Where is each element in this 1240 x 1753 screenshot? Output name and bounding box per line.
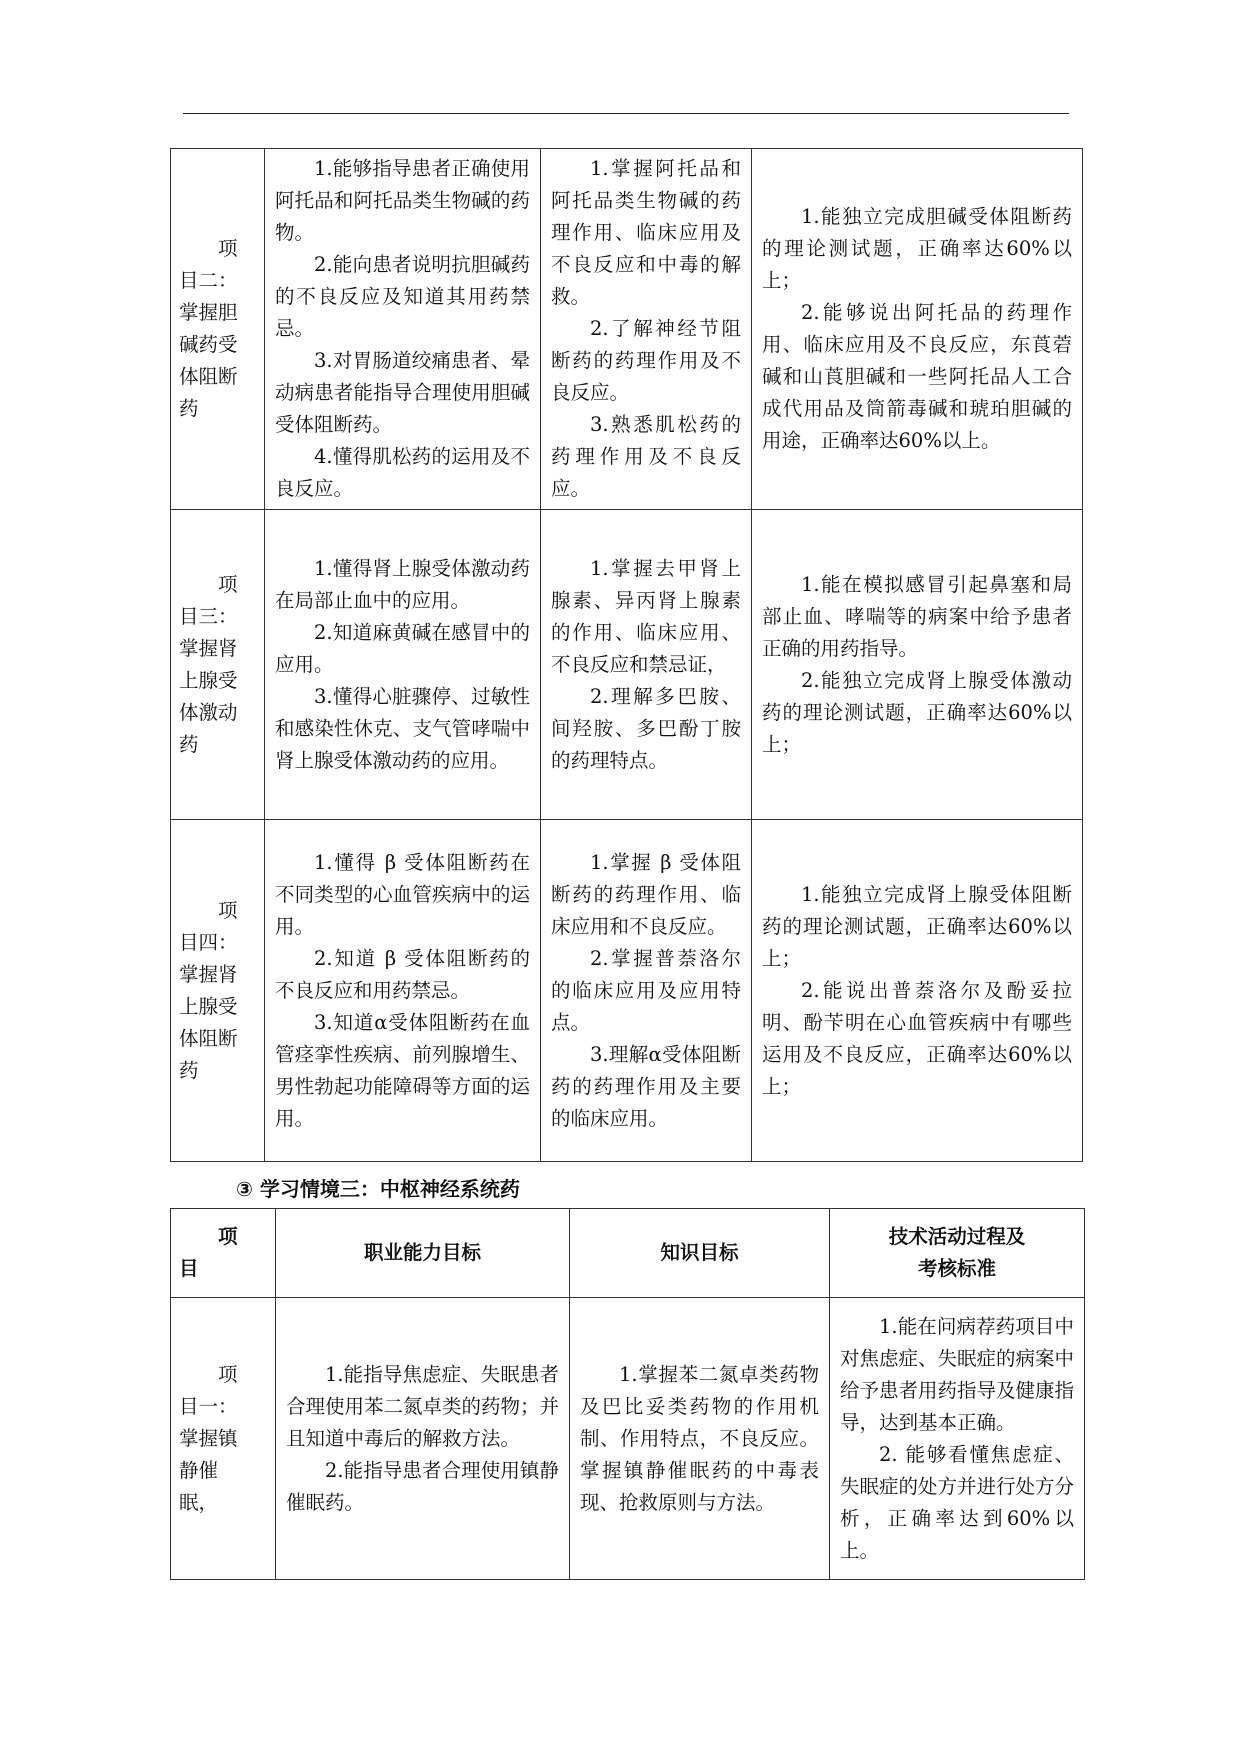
project-cell	[171, 149, 265, 510]
section-title: ③ 学习情境三：中枢神经系统药	[236, 1177, 520, 1201]
header-project-line: 目	[179, 1257, 199, 1280]
ability-item: 3.对胃肠道绞痛患者、晕动病患者能指导合理使用胆碱受体阻断药。	[275, 349, 530, 436]
project-line: 静催	[179, 1458, 219, 1482]
project-cell	[171, 510, 265, 820]
ability-item: 4.懂得肌松药的运用及不良反应。	[275, 445, 530, 500]
ability-cell	[265, 510, 541, 820]
header-assessment-line: 考核标准	[917, 1257, 996, 1280]
knowledge-cell	[541, 149, 752, 510]
assessment-item: 2.能独立完成肾上腺受体激动药的理论测试题，正确率达60%以上；	[762, 668, 1072, 756]
header-assessment	[830, 1209, 1085, 1298]
project-line: 掌握镇	[179, 1426, 238, 1450]
knowledge-item: 1.掌握 β 受体阻断药的药理作用、临床应用和不良反应。	[551, 850, 741, 938]
assessment-cell	[752, 510, 1083, 820]
ability-item: 2.能指导患者合理使用镇静催眠药。	[286, 1458, 559, 1514]
project-line: 药	[179, 397, 199, 420]
assessment-item: 1.能独立完成胆碱受体阻断药的理论测试题，正确率达60%以上；	[762, 205, 1072, 292]
project-line: 上腺受	[179, 668, 238, 692]
knowledge-cell	[541, 510, 752, 820]
project-line: 眠，	[179, 1490, 219, 1514]
project-line: 目四：	[179, 930, 238, 954]
header-rule	[183, 113, 1069, 114]
ability-item: 3.知道α受体阻断药在血管痉挛性疾病、前列腺增生、男性勃起功能障碍等方面的运用。	[275, 1010, 530, 1130]
table-row	[171, 510, 1083, 820]
knowledge-item: 1.掌握阿托品和阿托品类生物碱的药理作用、临床应用及不良反应和中毒的解救。	[551, 157, 741, 308]
project-line: 项	[218, 237, 238, 260]
assessment-cell	[752, 149, 1083, 510]
project-line: 上腺受	[179, 994, 238, 1018]
assessment-cell	[830, 1298, 1085, 1580]
table-row	[171, 820, 1083, 1162]
assessment-cell	[752, 820, 1083, 1162]
ability-item: 3.懂得心脏骤停、过敏性和感染性休克、支气管哮喘中肾上腺受体激动药的应用。	[275, 684, 530, 772]
table-row	[171, 1298, 1085, 1580]
ability-item: 1.懂得肾上腺受体激动药在局部止血中的应用。	[275, 556, 530, 612]
knowledge-item: 1.掌握苯二氮卓类药物及巴比妥类药物的作用机制、作用特点，不良反应。掌握镇静催眠药的中毒表现、抢救原则与方法。	[580, 1362, 819, 1514]
project-line: 项	[218, 898, 238, 922]
assessment-item: 2. 能够看懂焦虑症、失眠症的处方并进行处方分析，正确率达到60%以上。	[840, 1442, 1075, 1562]
header-project	[171, 1209, 276, 1298]
ability-item: 1.懂得 β 受体阻断药在不同类型的心血管疾病中的运用。	[275, 850, 530, 938]
ability-item: 1.能够指导患者正确使用阿托品和阿托品类生物碱的药物。	[275, 157, 530, 244]
project-line: 体激动	[179, 700, 238, 724]
table-header-row	[171, 1209, 1085, 1298]
project-line: 目二：	[179, 269, 238, 292]
knowledge-item: 1.掌握去甲肾上腺素、异丙肾上腺素的作用、临床应用、不良反应和禁忌证，	[551, 556, 741, 676]
project-line: 目三：	[179, 604, 238, 628]
header-ability: 职业能力目标	[276, 1209, 570, 1298]
ability-item: 2.能向患者说明抗胆碱药的不良反应及知道其用药禁忌。	[275, 253, 530, 340]
project-line: 掌握肾	[179, 636, 238, 660]
assessment-item: 2.能够说出阿托品的药理作用、临床应用及不良反应，东莨菪碱和山莨胆碱和一些阿托品人工合成代用品及筒箭毒碱和琥珀胆碱的用途，正确率达60%以上。	[762, 301, 1072, 452]
assessment-item: 1.能在问病荐药项目中对焦虑症、失眠症的病案中给予患者用药指导及健康指导，达到基本正确。	[840, 1314, 1075, 1434]
header-knowledge: 知识目标	[570, 1209, 830, 1298]
knowledge-cell	[541, 820, 752, 1162]
project-line: 掌握肾	[179, 962, 238, 986]
project-line: 项	[218, 1362, 238, 1386]
assessment-item: 2.能说出普萘洛尔及酚妥拉明、酚苄明在心血管疾病中有哪些运用及不良反应，正确率达60%以上；	[762, 978, 1072, 1098]
project-line: 药	[179, 1058, 199, 1082]
project-cell	[171, 1298, 276, 1580]
knowledge-item: 3.熟悉肌松药的药理作用及不良反应。	[551, 413, 741, 500]
project-line: 药	[179, 732, 199, 756]
ability-cell	[276, 1298, 570, 1580]
knowledge-item: 2.掌握普萘洛尔的临床应用及应用特点。	[551, 946, 741, 1034]
knowledge-item: 2.了解神经节阻断药的药理作用及不良反应。	[551, 317, 741, 404]
project-line: 碱药受	[179, 333, 238, 356]
learning-situation-table-3	[170, 1208, 1085, 1580]
knowledge-cell	[570, 1298, 830, 1580]
project-line: 掌握胆	[179, 301, 238, 324]
ability-item: 2.知道 β 受体阻断药的不良反应和用药禁忌。	[275, 946, 530, 1002]
knowledge-item: 3.理解α受体阻断药的药理作用及主要的临床应用。	[551, 1042, 741, 1130]
ability-item: 1.能指导焦虑症、失眠患者合理使用苯二氮卓类的药物；并且知道中毒后的解救方法。	[286, 1362, 560, 1450]
assessment-item: 1.能在模拟感冒引起鼻塞和局部止血、哮喘等的病案中给予患者正确的用药指导。	[762, 572, 1072, 660]
ability-item: 2.知道麻黄碱在感冒中的应用。	[275, 620, 530, 676]
project-line: 目一：	[179, 1394, 238, 1418]
ability-cell	[265, 149, 541, 510]
project-line: 项	[218, 572, 238, 596]
header-project-line: 项	[218, 1225, 238, 1248]
assessment-item: 1.能独立完成肾上腺受体阻断药的理论测试题，正确率达60%以上；	[762, 882, 1072, 970]
ability-cell	[265, 820, 541, 1162]
table-row	[171, 149, 1083, 510]
header-assessment-line: 技术活动过程及	[888, 1225, 1026, 1248]
learning-situation-table-2	[170, 148, 1083, 1162]
project-cell	[171, 820, 265, 1162]
knowledge-item: 2.理解多巴胺、间羟胺、多巴酚丁胺的药理特点。	[551, 684, 741, 772]
project-line: 体阻断	[179, 365, 238, 388]
project-line: 体阻断	[179, 1026, 238, 1050]
